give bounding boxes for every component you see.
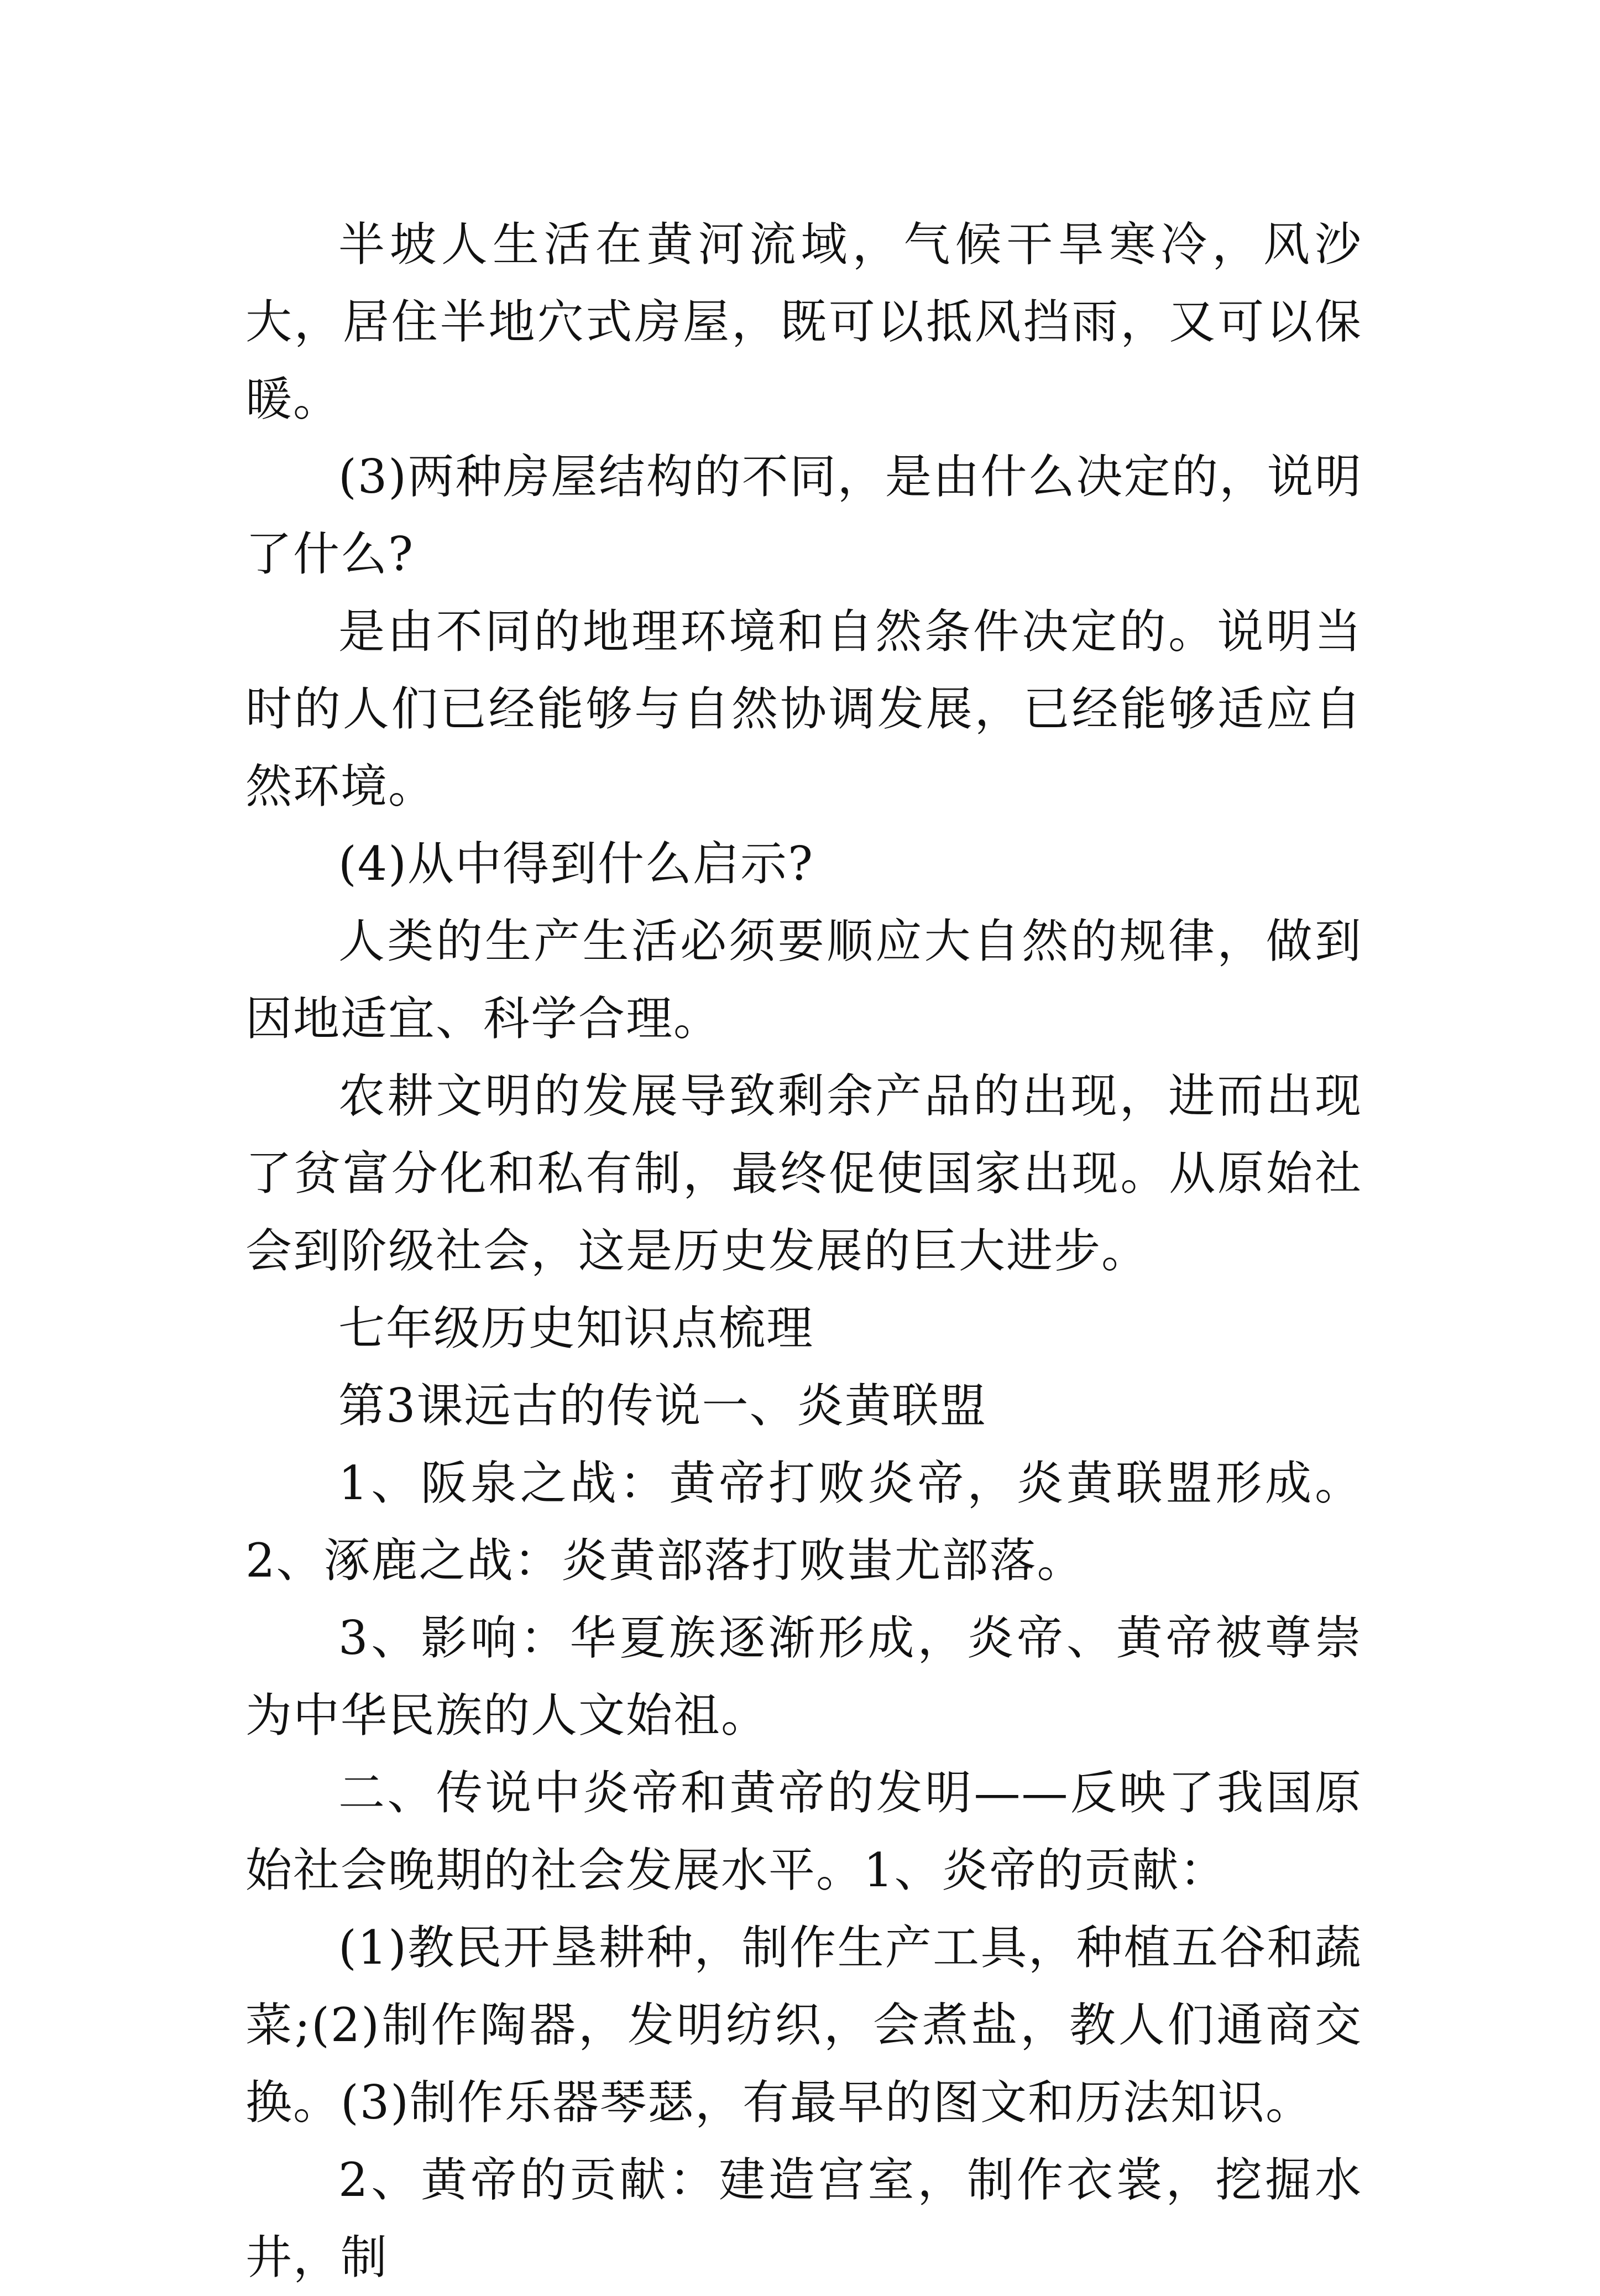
lesson-heading: 第3课远古的传说一、炎黄联盟 (338, 1379, 987, 1433)
paragraph-yandi-contributions: (1)教民开垦耕种，制作生产工具，种植五谷和蔬菜;(2)制作陶器，发明纺织，会煮盐，教人们通商交换。(3)制作乐器琴瑟，有最早的图文和历法知识。 (245, 1921, 1362, 2130)
paragraph-battles: 1、阪泉之战：黄帝打败炎帝，炎黄联盟形成。2、涿鹿之战：炎黄部落打败蚩尤部落。 (245, 1456, 1362, 1588)
paragraph-question-3: (3)两种房屋结构的不同，是由什么决定的，说明了什么? (245, 450, 1362, 581)
paragraph-banpo-climate: 半坡人生活在黄河流域，气候干旱寒冷，风沙大，居住半地穴式房屋，既可以抵风挡雨，又可以保暖。 (245, 217, 1362, 426)
paragraph-huangdi-contributions: 2、黄帝的贡献：建造宫室，制作衣裳，挖掘水井，制 (245, 2153, 1362, 2284)
paragraph-answer-3: 是由不同的地理环境和自然条件决定的。说明当时的人们已经能够与自然协调发展，已经能够适应自然环境。 (245, 604, 1362, 813)
paragraph-answer-4: 人类的生产生活必须要顺应大自然的规律，做到因地适宜、科学合理。 (245, 914, 1362, 1046)
paragraph-influence: 3、影响：华夏族逐渐形成，炎帝、黄帝被尊崇为中华民族的人文始祖。 (245, 1611, 1362, 1742)
paragraph-agriculture-civilization: 农耕文明的发展导致剩余产品的出现，进而出现了贫富分化和私有制，最终促使国家出现。从原始社会到阶级社会，这是历史发展的巨大进步。 (245, 1069, 1362, 1278)
section-heading: 七年级历史知识点梳理 (338, 1301, 814, 1355)
document-body (245, 206, 1362, 2296)
paragraph-question-4: (4)从中得到什么启示? (338, 837, 814, 891)
paragraph-inventions-heading: 二、传说中炎帝和黄帝的发明——反映了我国原始社会晚期的社会发展水平。1、炎帝的贡献： (245, 1766, 1362, 1897)
